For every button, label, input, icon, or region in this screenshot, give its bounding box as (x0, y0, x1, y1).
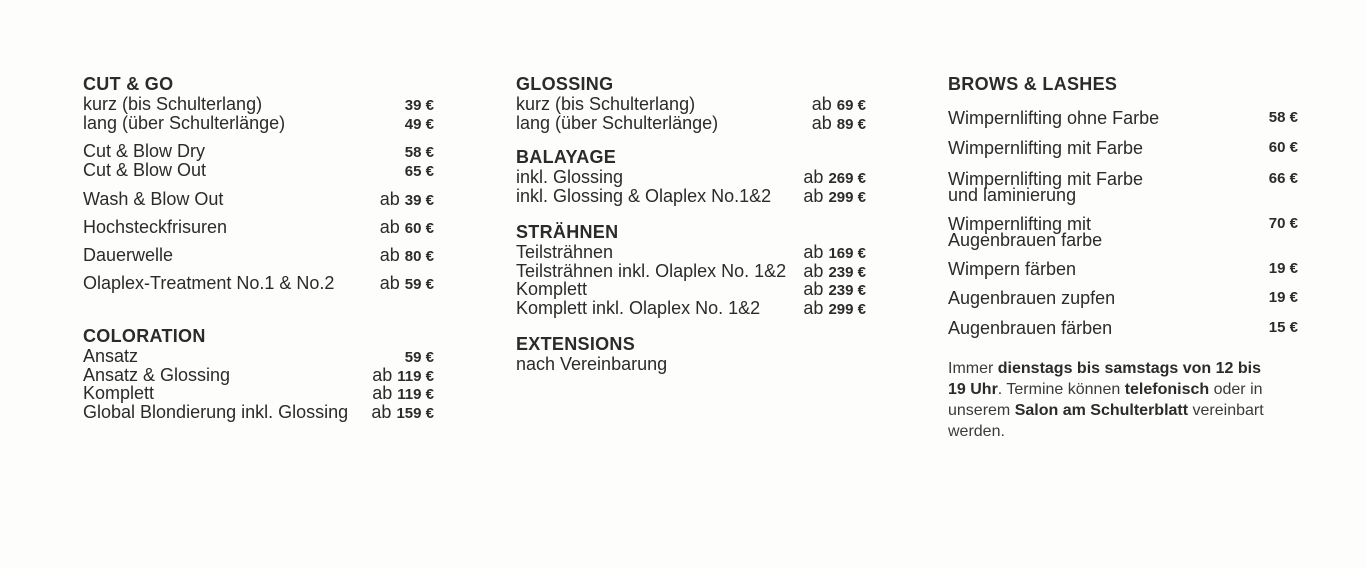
price-row (83, 242, 434, 270)
section-heading-glossing: GLOSSING (516, 74, 614, 94)
service-price: ab 59 € (379, 273, 434, 293)
straehnen-list (516, 244, 866, 318)
service-name: Dauerwelle (83, 245, 174, 265)
service-name: Wimpernlifting mit Farbe (948, 138, 1144, 158)
service-name: Ansatz & Glossing (83, 364, 231, 385)
price-row (948, 261, 1298, 290)
service-price: 39 € (404, 97, 434, 114)
service-name: Komplett (83, 383, 155, 403)
service-price: 59 € (404, 349, 434, 366)
price-row (516, 112, 866, 134)
price-row (948, 290, 1298, 320)
price-row (516, 297, 866, 319)
service-name: Augenbrauen färben (948, 318, 1113, 338)
service-name: lang (über Schulterlänge) (83, 112, 286, 133)
price-row (83, 186, 434, 214)
section-heading-coloration: COLORATION (83, 326, 206, 346)
service-name: Ansatz (83, 346, 139, 366)
service-name: kurz (bis Schulterlang) (516, 94, 696, 114)
appointment-note: Immer dienstags bis samstags von 12 bis 19 Uhr. Termine können telefonisch oder in unserem Salon am Schulterblatt vereinbart werden. (948, 360, 1264, 440)
service-price: ab 299 € (803, 297, 866, 318)
price-row (83, 270, 434, 298)
service-price: 19 € (1268, 260, 1298, 277)
price-row (83, 112, 434, 134)
service-price: ab 169 € (803, 242, 866, 262)
service-name: inkl. Glossing (516, 167, 624, 187)
service-name: Wash & Blow Out (83, 189, 224, 209)
service-name: Wimpernlifting mit Farbe und laminierung (948, 169, 1144, 205)
extensions-text-row (516, 356, 866, 373)
section-heading-cut-go: CUT & GO (83, 74, 174, 94)
section-heading-extensions: EXTENSIONS (516, 334, 636, 354)
service-name: kurz (bis Schulterlang) (83, 94, 263, 114)
price-row (83, 401, 434, 423)
price-row (516, 185, 866, 207)
service-price: ab 119 € (372, 364, 434, 385)
extensions-text: nach Vereinbarung (516, 354, 668, 374)
service-price: 58 € (404, 144, 434, 161)
service-price: ab 299 € (803, 185, 866, 206)
price-row (948, 140, 1298, 171)
service-name: Cut & Blow Out (83, 159, 207, 180)
section-heading-brows-lashes: BROWS & LASHES (948, 74, 1118, 94)
service-name: Teilsträhnen (516, 242, 614, 262)
service-price: ab 159 € (371, 401, 434, 422)
price-row (948, 110, 1298, 140)
coloration-list (83, 348, 434, 422)
service-name: Hochsteckfrisuren (83, 217, 228, 237)
service-name: Cut & Blow Dry (83, 141, 206, 161)
service-price: 49 € (404, 115, 434, 133)
service-price: ab 239 € (803, 260, 866, 281)
service-price: ab 60 € (379, 217, 434, 237)
service-name: Wimpern färben (948, 259, 1077, 279)
column-brows-lashes (948, 72, 1298, 442)
service-price: ab 89 € (811, 112, 866, 133)
service-name: Wimpernlifting mit Augenbrauen farbe (948, 214, 1103, 250)
section-heading-balayage: BALAYAGE (516, 147, 617, 167)
service-price: 65 € (404, 162, 434, 180)
column-cut-coloration (83, 72, 434, 422)
service-name: lang (über Schulterlänge) (516, 112, 719, 133)
service-name: Olaplex-Treatment No.1 & No.2 (83, 273, 335, 293)
section-heading-straehnen: STRÄHNEN (516, 222, 619, 242)
price-row (83, 96, 434, 115)
service-price: 19 € (1268, 289, 1298, 306)
price-row (83, 214, 434, 242)
cut-go-group-extras (83, 186, 434, 298)
service-price: 58 € (1268, 109, 1298, 126)
service-name: Teilsträhnen inkl. Olaplex No. 1&2 (516, 260, 787, 281)
price-row (948, 320, 1298, 350)
service-name: Komplett (516, 279, 588, 299)
column-glossing-extensions (516, 72, 866, 373)
service-price: ab 269 € (803, 167, 866, 187)
service-name: Global Blondierung inkl. Glossing (83, 401, 349, 422)
service-price: 60 € (1268, 139, 1298, 156)
service-price: 66 € (1268, 170, 1298, 187)
cut-go-group-length (83, 96, 434, 133)
service-price: ab 80 € (379, 245, 434, 265)
cut-go-group-blow (83, 143, 434, 180)
balayage-list (516, 169, 866, 206)
service-price: ab 69 € (811, 94, 866, 114)
price-row (83, 143, 434, 162)
price-row (948, 216, 1298, 261)
service-price: ab 39 € (379, 189, 434, 209)
glossing-list (516, 96, 866, 133)
service-price: ab 239 € (803, 279, 866, 299)
service-name: Komplett inkl. Olaplex No. 1&2 (516, 297, 761, 318)
service-name: Wimpernlifting ohne Farbe (948, 108, 1160, 128)
service-name: inkl. Glossing & Olaplex No.1&2 (516, 185, 772, 206)
service-name: Augenbrauen zupfen (948, 288, 1116, 308)
price-row (948, 171, 1298, 216)
service-price: 70 € (1268, 215, 1298, 232)
service-price: ab 119 € (372, 383, 434, 403)
service-price: 15 € (1268, 319, 1298, 336)
price-row (83, 159, 434, 181)
